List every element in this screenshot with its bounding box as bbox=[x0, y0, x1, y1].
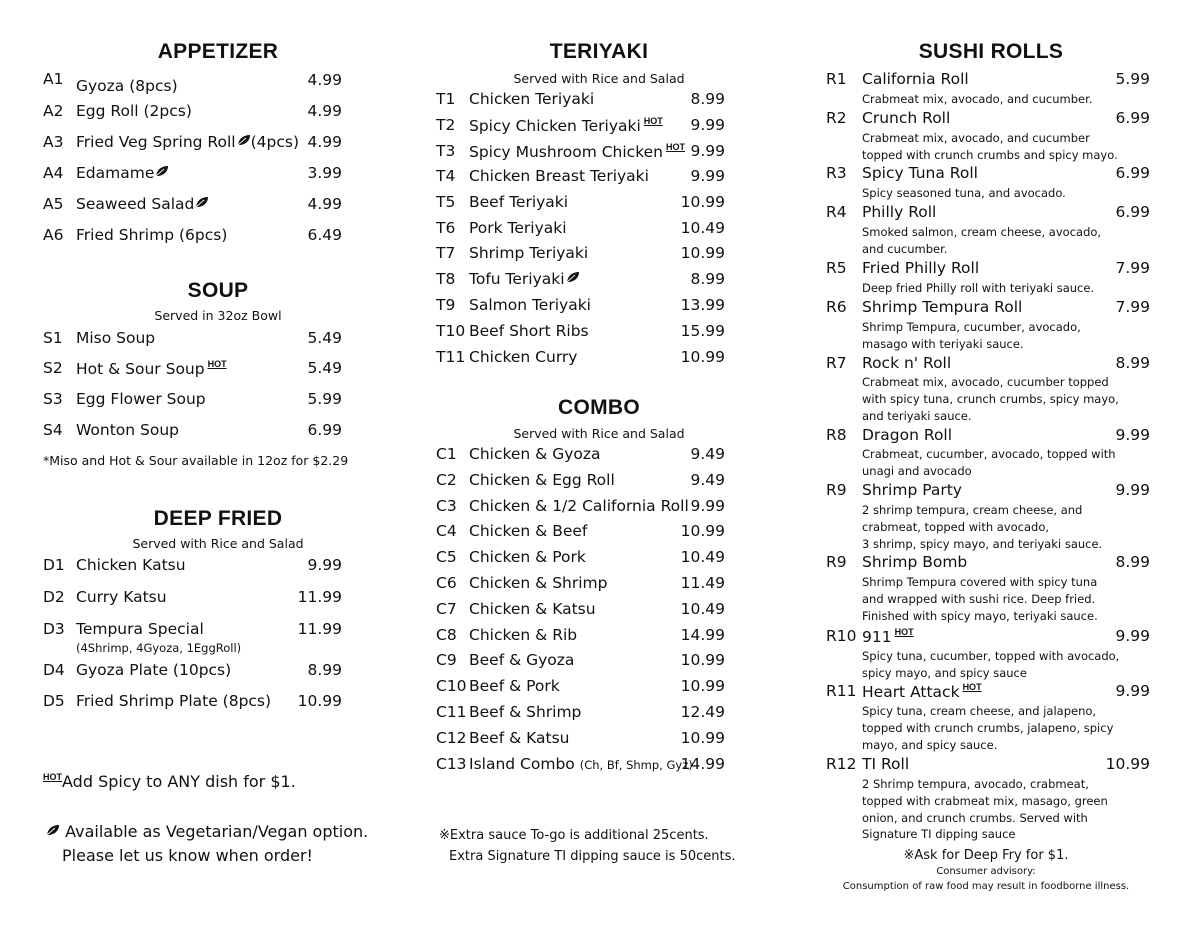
item-price: 9.99 bbox=[690, 142, 725, 160]
item-name: Gyoza Plate (10pcs) bbox=[76, 661, 232, 679]
item-price: 10.99 bbox=[680, 244, 725, 262]
menu-item bbox=[436, 219, 736, 241]
item-description-line: mayo, and spicy sauce. bbox=[862, 737, 998, 752]
item-description-line: unagi and avocado bbox=[862, 463, 972, 478]
item-description bbox=[862, 130, 1118, 164]
item-price: 6.99 bbox=[1115, 164, 1150, 182]
item-description-line: Signature TI dipping sauce bbox=[862, 827, 1016, 842]
item-description-line: Crabmeat mix, avocado, and cucumber bbox=[862, 131, 1090, 145]
item-name: Egg Flower Soup bbox=[76, 390, 206, 408]
item-name-text: Heart Attack bbox=[862, 683, 960, 701]
menu-item bbox=[826, 298, 1156, 320]
item-name: Wonton Soup bbox=[76, 421, 180, 439]
item-code: D2 bbox=[43, 588, 65, 606]
item-price: 10.49 bbox=[680, 219, 725, 237]
menu-item bbox=[43, 692, 348, 714]
menu-item bbox=[43, 70, 348, 95]
item-code: D5 bbox=[43, 692, 65, 710]
menu-item bbox=[436, 651, 736, 673]
item-code: A6 bbox=[43, 226, 64, 244]
item-price: 14.99 bbox=[680, 626, 725, 644]
menu-item bbox=[43, 359, 348, 381]
menu-item bbox=[436, 703, 736, 725]
item-price: 9.99 bbox=[1115, 426, 1150, 444]
item-price: 6.99 bbox=[1115, 203, 1150, 221]
item-code: T4 bbox=[436, 167, 456, 185]
menu-item bbox=[43, 102, 348, 124]
item-code: C4 bbox=[436, 522, 457, 540]
vegetarian-note-line2: Please let us know when order! bbox=[62, 846, 313, 865]
leaf-icon bbox=[195, 196, 209, 208]
item-name: Fried Philly Roll bbox=[862, 259, 980, 277]
item-price: 10.99 bbox=[297, 692, 342, 710]
item-price: 9.99 bbox=[1115, 682, 1150, 700]
item-name bbox=[469, 270, 580, 288]
menu-item bbox=[43, 133, 348, 155]
item-price: 9.99 bbox=[1115, 627, 1150, 645]
item-price: 8.99 bbox=[1115, 553, 1150, 571]
item-description-line: Spicy tuna, cream cheese, and jalapeno, bbox=[862, 704, 1097, 718]
item-name: TI Roll bbox=[862, 755, 910, 773]
combo-subtitle: Served with Rice and Salad bbox=[513, 426, 685, 441]
item-price: 10.49 bbox=[680, 548, 725, 566]
leaf-icon bbox=[155, 165, 169, 177]
item-code: T6 bbox=[436, 219, 456, 237]
item-price: 10.99 bbox=[680, 193, 725, 211]
item-name: Fried Shrimp (6pcs) bbox=[76, 226, 228, 244]
item-name bbox=[469, 142, 685, 161]
item-description-line: Smoked salmon, cream cheese, avocado, bbox=[862, 225, 1102, 239]
item-price: 10.99 bbox=[680, 348, 725, 366]
item-name: Chicken & Rib bbox=[469, 626, 578, 644]
item-description: Spicy seasoned tuna, and avocado. bbox=[862, 186, 1066, 200]
item-price: 4.99 bbox=[307, 195, 342, 213]
item-name: Fried Shrimp Plate (8pcs) bbox=[76, 692, 272, 710]
leaf-icon bbox=[46, 824, 60, 836]
hot-badge: HOT bbox=[43, 772, 62, 782]
menu-item bbox=[826, 109, 1156, 131]
menu-item bbox=[436, 116, 736, 138]
item-code: R5 bbox=[826, 259, 847, 277]
item-code: C10 bbox=[436, 677, 467, 695]
item-price: 9.99 bbox=[690, 167, 725, 185]
item-code: T11 bbox=[436, 348, 466, 366]
item-name: Shrimp Party bbox=[862, 481, 962, 499]
item-description: (4Shrimp, 4Gyoza, 1EggRoll) bbox=[76, 641, 242, 655]
hot-badge: HOT bbox=[962, 682, 982, 692]
spicy-note bbox=[43, 772, 296, 791]
item-price: 10.99 bbox=[680, 677, 725, 695]
item-name: Dragon Roll bbox=[862, 426, 953, 444]
item-description bbox=[862, 703, 1113, 753]
item-name: Tempura Special bbox=[76, 620, 204, 638]
menu-item bbox=[43, 195, 348, 217]
item-name: Beef & Shrimp bbox=[469, 703, 582, 721]
item-name: Beef Teriyaki bbox=[469, 193, 569, 211]
item-name: Shrimp Bomb bbox=[862, 553, 968, 571]
menu-item bbox=[436, 270, 736, 292]
item-description-line: and wrapped with sushi rice. Deep fried. bbox=[862, 591, 1096, 606]
item-code: R2 bbox=[826, 109, 847, 127]
item-name-text: Spicy Mushroom Chicken bbox=[469, 143, 663, 161]
vegetarian-note-line1: Available as Vegetarian/Vegan option. bbox=[65, 822, 369, 841]
menu-item bbox=[43, 661, 348, 683]
item-name-text: Hot & Sour Soup bbox=[76, 360, 205, 378]
soup-subtitle: Served in 32oz Bowl bbox=[154, 308, 282, 323]
item-name-text: Edamame bbox=[76, 164, 155, 182]
item-code: A2 bbox=[43, 102, 64, 120]
menu-item bbox=[436, 244, 736, 266]
appetizer-heading: APPETIZER bbox=[157, 40, 279, 63]
menu-item bbox=[826, 354, 1156, 376]
item-price: 9.49 bbox=[690, 471, 725, 489]
item-name-text: Spicy Chicken Teriyaki bbox=[469, 117, 641, 135]
item-code: T7 bbox=[436, 244, 456, 262]
item-code: R6 bbox=[826, 298, 847, 316]
menu-item bbox=[43, 556, 348, 578]
item-price: 12.49 bbox=[680, 703, 725, 721]
item-description-line: 3 shrimp, spicy mayo, and teriyaki sauce. bbox=[862, 536, 1103, 551]
item-name: Egg Roll (2pcs) bbox=[76, 102, 192, 120]
item-price: 6.99 bbox=[307, 421, 342, 439]
item-code: S2 bbox=[43, 359, 63, 377]
item-description-line: masago with teriyaki sauce. bbox=[862, 336, 1024, 351]
item-name: Chicken & Egg Roll bbox=[469, 471, 615, 489]
item-price: 8.99 bbox=[307, 661, 342, 679]
menu-item bbox=[436, 193, 736, 215]
item-description-line: and cucumber. bbox=[862, 241, 948, 256]
item-description-line: Shrimp Tempura, cucumber, avocado, bbox=[862, 320, 1081, 334]
item-name: Beef & Gyoza bbox=[469, 651, 575, 669]
hot-badge: HOT bbox=[666, 142, 685, 152]
item-code: C3 bbox=[436, 497, 457, 515]
item-name bbox=[469, 116, 663, 135]
item-description bbox=[862, 374, 1119, 424]
item-price: 9.99 bbox=[690, 497, 725, 515]
item-code: R10 bbox=[826, 627, 857, 645]
menu-item bbox=[436, 445, 736, 467]
item-description bbox=[862, 502, 1102, 552]
item-code: T3 bbox=[436, 142, 456, 160]
item-name: Beef & Katsu bbox=[469, 729, 570, 747]
item-name: Chicken Breast Teriyaki bbox=[469, 167, 649, 185]
item-name: Chicken & Gyoza bbox=[469, 445, 601, 463]
item-name: Gyoza (8pcs) bbox=[76, 77, 178, 95]
item-description-line: Finished with spicy mayo, teriyaki sauce. bbox=[862, 608, 1098, 623]
menu-item bbox=[826, 481, 1156, 503]
item-code: C11 bbox=[436, 703, 467, 721]
menu-item bbox=[436, 626, 736, 648]
item-code: R3 bbox=[826, 164, 847, 182]
item-description bbox=[862, 319, 1081, 353]
item-name: Salmon Teriyaki bbox=[469, 296, 591, 314]
item-price: 11.49 bbox=[680, 574, 725, 592]
menu-item bbox=[436, 471, 736, 493]
menu-item bbox=[43, 164, 348, 186]
item-description-line: topped with crunch crumbs, jalapeno, spicy bbox=[862, 720, 1114, 735]
item-description-line: 2 Shrimp tempura, avocado, crabmeat, bbox=[862, 777, 1089, 791]
item-name bbox=[76, 359, 227, 378]
item-code: C5 bbox=[436, 548, 457, 566]
item-name: Beef Short Ribs bbox=[469, 322, 589, 340]
hot-badge: HOT bbox=[643, 116, 663, 126]
item-description bbox=[862, 648, 1119, 682]
item-description: Deep fried Philly roll with teriyaki sauce. bbox=[862, 281, 1095, 295]
item-code: C7 bbox=[436, 600, 457, 618]
menu-item bbox=[436, 322, 736, 344]
item-price: 15.99 bbox=[680, 322, 725, 340]
item-price: 8.99 bbox=[690, 90, 725, 108]
menu-item bbox=[436, 600, 736, 622]
item-code: C2 bbox=[436, 471, 457, 489]
item-name: Spicy Tuna Roll bbox=[862, 164, 978, 182]
item-name-text: Tofu Teriyaki bbox=[469, 270, 565, 288]
item-price: 10.99 bbox=[1105, 755, 1150, 773]
item-code: R1 bbox=[826, 70, 847, 88]
sauce-note-line1: ※Extra sauce To-go is additional 25cents. bbox=[439, 828, 709, 843]
item-name bbox=[76, 164, 169, 182]
menu-item bbox=[43, 390, 348, 412]
item-name-text: Fried Veg Spring Roll bbox=[76, 133, 236, 151]
item-price: 9.99 bbox=[1115, 481, 1150, 499]
item-code: T10 bbox=[436, 322, 466, 340]
menu-item bbox=[436, 497, 736, 519]
item-code: R9 bbox=[826, 553, 847, 571]
teriyaki-subtitle: Served with Rice and Salad bbox=[513, 71, 685, 86]
item-code: R9 bbox=[826, 481, 847, 499]
item-name: Chicken & Pork bbox=[469, 548, 586, 566]
item-code: C12 bbox=[436, 729, 467, 747]
item-code: T1 bbox=[436, 90, 456, 108]
item-code: R11 bbox=[826, 682, 857, 700]
item-price: 10.99 bbox=[680, 651, 725, 669]
leaf-icon bbox=[237, 134, 251, 146]
item-price: 9.49 bbox=[690, 445, 725, 463]
item-price: 10.99 bbox=[680, 522, 725, 540]
item-description bbox=[862, 574, 1098, 624]
item-price: 10.99 bbox=[680, 729, 725, 747]
item-description: Crabmeat mix, avocado, and cucumber. bbox=[862, 92, 1093, 106]
soup-note: *Miso and Hot & Sour available in 12oz for $2.29 bbox=[43, 453, 349, 468]
item-description-line: crabmeat, topped with avocado, bbox=[862, 519, 1050, 534]
item-name: Chicken & Katsu bbox=[469, 600, 596, 618]
menu-item bbox=[436, 548, 736, 570]
item-name: Chicken Katsu bbox=[76, 556, 186, 574]
deep-fried-subtitle: Served with Rice and Salad bbox=[132, 536, 304, 551]
item-code: C1 bbox=[436, 445, 457, 463]
item-name bbox=[862, 682, 982, 701]
item-code: C9 bbox=[436, 651, 457, 669]
item-name: Miso Soup bbox=[76, 329, 156, 347]
item-code: D4 bbox=[43, 661, 65, 679]
menu-item bbox=[436, 729, 736, 751]
item-description bbox=[862, 776, 1108, 843]
item-name: Rock n' Roll bbox=[862, 354, 952, 372]
item-price: 5.99 bbox=[1115, 70, 1150, 88]
item-code: R4 bbox=[826, 203, 847, 221]
menu-item bbox=[826, 755, 1156, 777]
item-name: Shrimp Tempura Roll bbox=[862, 298, 1023, 316]
menu-item bbox=[826, 259, 1156, 281]
item-price: 10.49 bbox=[680, 600, 725, 618]
item-name: Chicken Teriyaki bbox=[469, 90, 595, 108]
item-code: S3 bbox=[43, 390, 63, 408]
item-price: 4.99 bbox=[307, 71, 342, 89]
deep-fried-heading: DEEP FRIED bbox=[153, 507, 283, 530]
item-code: T2 bbox=[436, 116, 456, 134]
item-name: Chicken & 1/2 California Roll bbox=[469, 497, 689, 515]
item-name-suffix: (4pcs) bbox=[250, 133, 299, 151]
item-description-line: topped with crunch crumbs and spicy mayo. bbox=[862, 147, 1118, 162]
item-price: 8.99 bbox=[1115, 354, 1150, 372]
hot-badge: HOT bbox=[894, 627, 914, 637]
menu-item bbox=[436, 142, 736, 164]
item-code: R12 bbox=[826, 755, 857, 773]
item-code: D3 bbox=[43, 620, 65, 638]
menu-item bbox=[826, 553, 1156, 575]
item-code: T9 bbox=[436, 296, 456, 314]
vegetarian-note bbox=[45, 822, 368, 841]
menu-item bbox=[43, 226, 348, 248]
item-name: Shrimp Teriyaki bbox=[469, 244, 589, 262]
item-description bbox=[862, 224, 1101, 258]
item-code: R7 bbox=[826, 354, 847, 372]
item-price: 11.99 bbox=[297, 588, 342, 606]
item-name: Chicken & Shrimp bbox=[469, 574, 608, 592]
item-description-line: onion, and crunch crumbs. Served with bbox=[862, 810, 1088, 825]
item-name: Chicken & Beef bbox=[469, 522, 588, 540]
item-description-line: Crabmeat mix, avocado, cucumber topped bbox=[862, 375, 1109, 389]
item-description-line: and teriyaki sauce. bbox=[862, 408, 972, 423]
item-name-text: 911 bbox=[862, 628, 892, 646]
item-price: 11.99 bbox=[297, 620, 342, 638]
item-price: 5.99 bbox=[307, 390, 342, 408]
item-code: S4 bbox=[43, 421, 63, 439]
item-price: 5.49 bbox=[307, 359, 342, 377]
menu-item bbox=[826, 426, 1156, 448]
item-price: 7.99 bbox=[1115, 298, 1150, 316]
item-name: Curry Katsu bbox=[76, 588, 167, 606]
item-name: Pork Teriyaki bbox=[469, 219, 567, 237]
item-price: 6.49 bbox=[307, 226, 342, 244]
item-price: 13.99 bbox=[680, 296, 725, 314]
combo-heading: COMBO bbox=[558, 396, 640, 419]
item-code: D1 bbox=[43, 556, 65, 574]
item-name: Philly Roll bbox=[862, 203, 937, 221]
menu-item bbox=[436, 522, 736, 544]
item-price: 4.99 bbox=[307, 102, 342, 120]
item-description-line: 2 shrimp tempura, cream cheese, and bbox=[862, 503, 1083, 517]
menu-item bbox=[43, 620, 348, 642]
soup-heading: SOUP bbox=[187, 279, 249, 302]
item-description-line: Shrimp Tempura covered with spicy tuna bbox=[862, 575, 1098, 589]
spicy-note-text: Add Spicy to ANY dish for $1. bbox=[62, 772, 296, 791]
item-code: T8 bbox=[436, 270, 456, 288]
item-code: A5 bbox=[43, 195, 64, 213]
item-price: 6.99 bbox=[1115, 109, 1150, 127]
menu-item bbox=[43, 329, 348, 351]
item-code: R8 bbox=[826, 426, 847, 444]
menu-item bbox=[826, 70, 1156, 92]
item-description-line: with spicy tuna, crunch crumbs, spicy mayo, bbox=[862, 391, 1119, 406]
item-description bbox=[862, 446, 1116, 480]
item-description-line: spicy mayo, and spicy sauce bbox=[862, 665, 1027, 680]
deep-fry-note: ※Ask for Deep Fry for $1. bbox=[903, 848, 1069, 863]
item-price: 9.99 bbox=[307, 556, 342, 574]
right-column bbox=[826, 0, 1156, 927]
menu-item bbox=[826, 203, 1156, 225]
item-name-suffix: (Ch, Bf, Shmp, Gyz) bbox=[579, 758, 693, 772]
sushi-rolls-heading: SUSHI ROLLS bbox=[918, 40, 1064, 63]
item-name-text: Island Combo bbox=[469, 755, 575, 773]
consumer-advisory-title: Consumer advisory: bbox=[936, 866, 1036, 877]
middle-column bbox=[436, 0, 736, 927]
item-name bbox=[76, 133, 299, 151]
menu-item bbox=[436, 296, 736, 318]
item-description-line: Spicy tuna, cucumber, topped with avocado, bbox=[862, 649, 1120, 663]
menu-item bbox=[43, 588, 348, 610]
consumer-advisory-text: Consumption of raw food may result in foodborne illness. bbox=[842, 881, 1130, 892]
item-description-line: Crabmeat, cucumber, avocado, topped with bbox=[862, 447, 1116, 461]
menu-item bbox=[436, 677, 736, 699]
teriyaki-heading: TERIYAKI bbox=[549, 40, 649, 63]
item-price: 3.99 bbox=[307, 164, 342, 182]
item-code: C6 bbox=[436, 574, 457, 592]
item-description-line: topped with crabmeat mix, masago, green bbox=[862, 793, 1108, 808]
item-code: C8 bbox=[436, 626, 457, 644]
item-name bbox=[76, 195, 209, 213]
item-price: 4.99 bbox=[307, 133, 342, 151]
menu-item bbox=[436, 167, 736, 189]
menu-item bbox=[436, 574, 736, 596]
item-name bbox=[862, 627, 914, 646]
item-price: 14.99 bbox=[680, 755, 725, 773]
left-column bbox=[43, 0, 369, 927]
menu-item bbox=[826, 164, 1156, 186]
item-name-text: Seaweed Salad bbox=[76, 195, 195, 213]
item-price: 9.99 bbox=[690, 116, 725, 134]
sauce-note-line2: Extra Signature TI dipping sauce is 50cents. bbox=[449, 849, 736, 864]
item-price: 5.49 bbox=[307, 329, 342, 347]
item-code: C13 bbox=[436, 755, 467, 773]
menu-item bbox=[43, 421, 348, 443]
leaf-icon bbox=[566, 271, 580, 283]
item-name: Beef & Pork bbox=[469, 677, 560, 695]
hot-badge: HOT bbox=[207, 359, 227, 369]
menu-item bbox=[436, 348, 736, 370]
item-price: 8.99 bbox=[690, 270, 725, 288]
item-code: A4 bbox=[43, 164, 64, 182]
item-code: A1 bbox=[43, 70, 64, 88]
item-name: Crunch Roll bbox=[862, 109, 951, 127]
item-code: T5 bbox=[436, 193, 456, 211]
item-name: California Roll bbox=[862, 70, 969, 88]
menu-item bbox=[436, 90, 736, 112]
item-name: Chicken Curry bbox=[469, 348, 578, 366]
item-code: A3 bbox=[43, 133, 64, 151]
menu-item bbox=[826, 627, 1156, 649]
menu-item bbox=[436, 755, 736, 777]
item-price: 7.99 bbox=[1115, 259, 1150, 277]
menu-item bbox=[826, 682, 1156, 704]
item-code: S1 bbox=[43, 329, 63, 347]
